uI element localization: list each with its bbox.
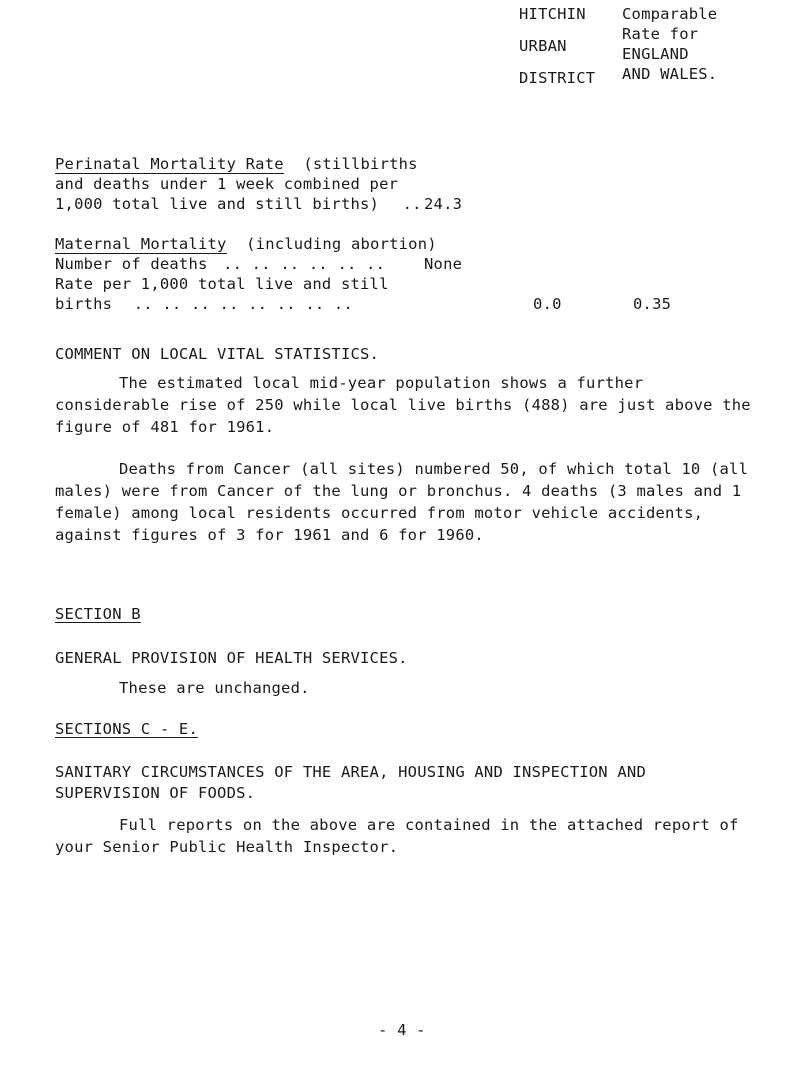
comment-paragraph: The estimated local mid-year population shows a further considerable rise of 250 while local live births (488) are just above the figure of 481 for 1961. bbox=[55, 374, 751, 436]
maternal-comparable-value: 0.35 bbox=[633, 295, 672, 313]
comment-heading: COMMENT ON LOCAL VITAL STATISTICS. bbox=[55, 345, 380, 363]
hitchin-header-line: DISTRICT bbox=[519, 69, 596, 87]
maternal-block bbox=[55, 234, 437, 314]
perinatal-title: Perinatal Mortality Rate bbox=[55, 155, 284, 173]
comparable-header-line: Comparable bbox=[622, 5, 718, 23]
sections-ce-paragraph: Full reports on the above are contained in the attached report of your Senior Public Health Inspector. bbox=[55, 816, 739, 856]
comparable-header-line: Rate for bbox=[622, 25, 699, 43]
comment-paragraph: Deaths from Cancer (all sites) numbered 50, of which total 10 (all males) were from Cancer of the lung or bronchus. 4 deaths (3 males and 1 female) among local residents occurred from motor vehicle accidents, against figures of 3 for 1961 and 6 for 1960. bbox=[55, 460, 749, 544]
section-b-text: These are unchanged. bbox=[119, 679, 310, 697]
hitchin-header-line: URBAN bbox=[519, 37, 567, 55]
perinatal-block bbox=[55, 154, 422, 214]
perinatal-line: 1,000 total live and still births) bbox=[55, 195, 380, 213]
perinatal-title-rest: (stillbirths bbox=[303, 155, 418, 173]
section-b-heading: SECTION B bbox=[55, 605, 141, 623]
sections-ce-heading: SECTIONS C - E. bbox=[55, 720, 198, 738]
sections-ce-subheading: SANITARY CIRCUMSTANCES OF THE AREA, HOUSING AND INSPECTION AND bbox=[55, 763, 646, 781]
maternal-hitchin-value: 0.0 bbox=[533, 295, 562, 313]
sections-ce-subheading: SUPERVISION OF FOODS. bbox=[55, 784, 256, 802]
hitchin-header-line: HITCHIN bbox=[519, 5, 586, 23]
comparable-column-header bbox=[622, 4, 717, 84]
section-b-subheading: GENERAL PROVISION OF HEALTH SERVICES. bbox=[55, 649, 408, 667]
maternal-deaths-value: None bbox=[424, 255, 463, 273]
maternal-rate-line: Rate per 1,000 total live and still bbox=[55, 275, 389, 293]
maternal-deaths-label: Number of deaths bbox=[55, 255, 208, 273]
perinatal-value: 24.3 bbox=[424, 195, 463, 213]
comparable-header-line: ENGLAND bbox=[622, 45, 689, 63]
perinatal-dots: .. bbox=[402, 195, 422, 213]
perinatal-line: and deaths under 1 week combined per bbox=[55, 175, 399, 193]
maternal-rate-dots: .. .. .. .. .. .. .. .. bbox=[133, 295, 353, 313]
hitchin-column-header bbox=[519, 4, 595, 88]
comparable-header-line: AND WALES. bbox=[622, 65, 718, 83]
page-number: - 4 - bbox=[378, 1021, 426, 1039]
maternal-deaths-dots: .. .. .. .. .. .. bbox=[223, 255, 386, 273]
maternal-rate-line: births bbox=[55, 295, 113, 313]
maternal-title-rest: (including abortion) bbox=[246, 235, 437, 253]
maternal-title: Maternal Mortality bbox=[55, 235, 227, 253]
